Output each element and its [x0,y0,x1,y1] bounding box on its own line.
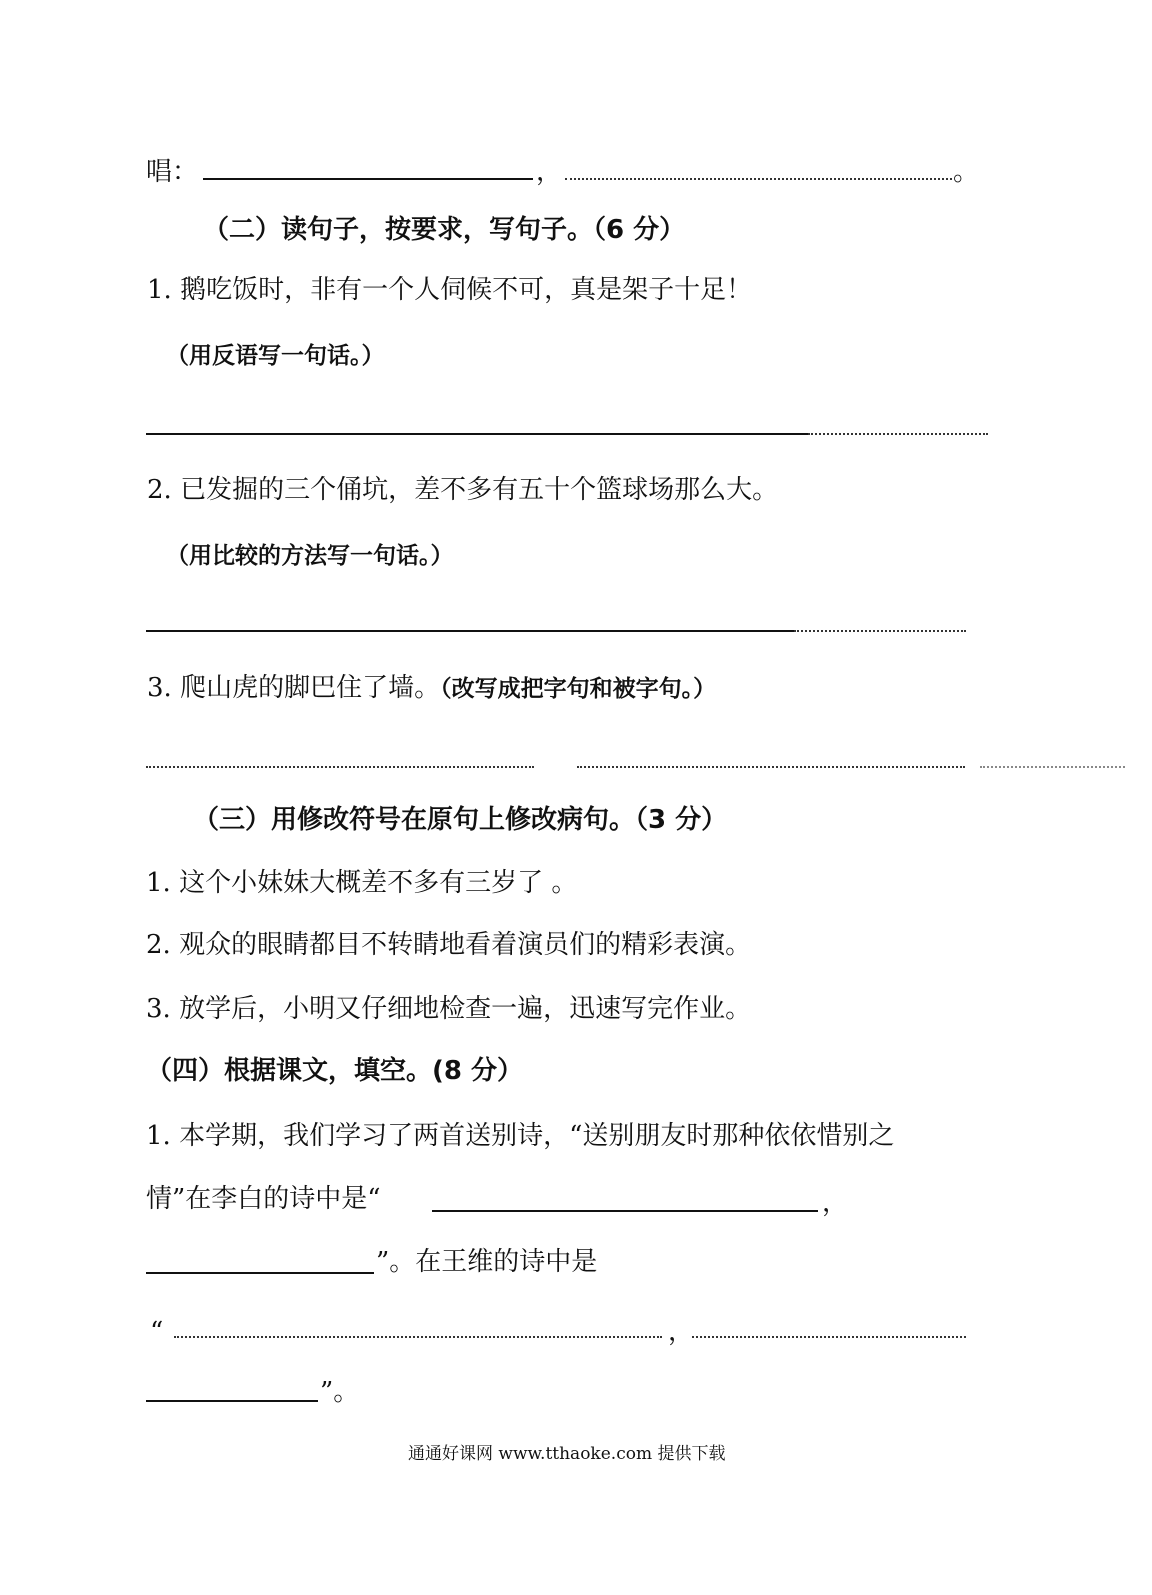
answer-blank-bei[interactable] [577,766,965,768]
question-4-1-line-2-start: 情”在李白的诗中是“ [146,1184,381,1214]
page-footer: 通通好课网 www.tthaoke.com 提供下载 [408,1444,726,1464]
question-4-1-line-2-comma: ， [822,1188,849,1218]
question-4-1-line-1: 1. 本学期，我们学习了两首送别诗，“送别朋友时那种依依惜别之 [146,1121,895,1151]
top-comma: ， [536,157,563,187]
poem-blank-wang-wei-1[interactable] [174,1336,662,1338]
poem-blank-li-bai-1[interactable] [432,1210,818,1212]
section-4-heading: （四）根据课文，填空。(8 分） [146,1056,524,1086]
question-4-1-line-4-comma: ， [668,1317,695,1347]
question-2-3-instruction: （改写成把字句和被字句。） [440,676,717,702]
question-2-3-text [147,672,716,705]
sick-sentence-1: 1. 这个小妹妹大概差不多有三岁了 。 [146,868,578,898]
question-4-1-open-quote: “ [150,1317,164,1347]
question-2-1-instruction: （用反语写一句话。） [166,343,385,369]
answer-line-extension[interactable] [794,630,966,632]
poem-blank-li-bai-2[interactable] [146,1272,374,1274]
answer-blank-ba[interactable] [146,766,534,768]
sick-sentence-2: 2. 观众的眼睛都目不转睛地看着演员们的精彩表演。 [146,930,752,960]
answer-blank[interactable] [203,178,533,180]
question-4-1-line-3-end: ”。在王维的诗中是 [376,1247,598,1277]
section-2-heading: （二）读句子，按要求，写句子。（6 分） [203,215,686,245]
question-2-3-sentence: 3. 爬山虎的脚巴住了墙。 [147,673,441,703]
trailing-dots [980,766,1125,768]
answer-line-extension[interactable] [808,433,988,435]
question-2-2-instruction: （用比较的方法写一句话。） [166,543,454,569]
answer-line[interactable] [146,630,794,632]
poem-blank-wang-wei-2[interactable] [692,1336,966,1338]
sick-sentence-3: 3. 放学后，小明又仔细地检查一遍，迅速写完作业。 [146,994,752,1024]
question-4-1-line-5-end: ”。 [320,1377,360,1407]
question-2-2-text: 2. 已发掘的三个俑坑，差不多有五十个篮球场那么大。 [147,475,779,505]
poem-blank-wang-wei-3[interactable] [146,1400,318,1402]
answer-blank[interactable] [565,178,952,180]
answer-line[interactable] [146,433,808,435]
top-lead: 唱： [146,157,199,187]
top-period: 。 [953,157,980,187]
section-3-heading: （三）用修改符号在原句上修改病句。（3 分） [193,805,728,835]
question-2-1-text: 1. 鹅吃饭时，非有一个人伺候不可，真是架子十足！ [147,275,753,305]
